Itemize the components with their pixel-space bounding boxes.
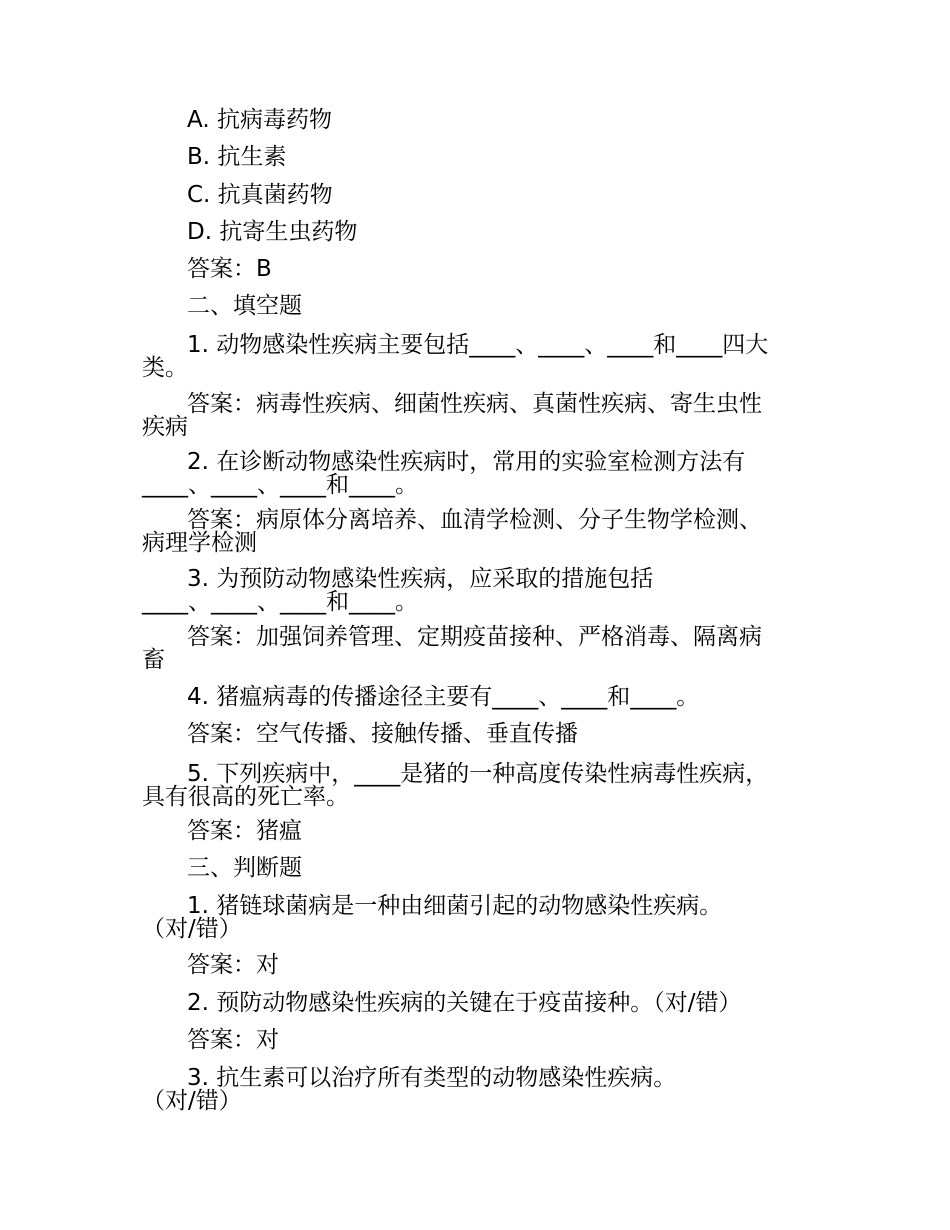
question-line-wrap: （对/错） bbox=[142, 1088, 242, 1114]
question-line: 3. 抗生素可以治疗所有类型的动物感染性疾病。 bbox=[187, 1065, 677, 1091]
question-line: 4. 猪瘟病毒的传播途径主要有____、____和____。 bbox=[187, 684, 700, 710]
question-line: 1. 猪链球菌病是一种由细菌引起的动物感染性疾病。 bbox=[187, 893, 723, 919]
answer-line: 答案：病原体分离培养、血清学检测、分子生物学检测、 bbox=[187, 507, 762, 533]
question-line: 5. 下列疾病中，____是猪的一种高度传染性病毒性疾病， bbox=[187, 761, 769, 787]
answer-line: 答案：加强饲养管理、定期疫苗接种、严格消毒、隔离病 bbox=[187, 624, 762, 650]
answer-line: 答案：空气传播、接触传播、垂直传播 bbox=[187, 721, 578, 747]
section-heading: 二、填空题 bbox=[187, 293, 302, 319]
section-heading: 三、判断题 bbox=[187, 855, 302, 881]
question-line: 1. 动物感染性疾病主要包括____、____、____和____四大 bbox=[187, 332, 769, 358]
question-line-wrap: 类。 bbox=[142, 355, 188, 381]
answer-line: 答案：B bbox=[187, 256, 272, 282]
option-a: A. 抗病毒药物 bbox=[187, 107, 332, 133]
answer-line-wrap: 病理学检测 bbox=[142, 530, 257, 556]
option-c: C. 抗真菌药物 bbox=[187, 182, 333, 208]
answer-line: 答案：对 bbox=[187, 952, 279, 978]
question-line-wrap: （对/错） bbox=[142, 916, 242, 942]
option-b: B. 抗生素 bbox=[187, 144, 287, 170]
answer-line: 答案：对 bbox=[187, 1027, 279, 1053]
question-line-wrap: ____、____、____和____。 bbox=[142, 589, 418, 615]
option-d: D. 抗寄生虫药物 bbox=[187, 219, 358, 245]
question-line: 2. 预防动物感染性疾病的关键在于疫苗接种。（对/错） bbox=[187, 990, 742, 1016]
question-line: 2. 在诊断动物感染性疾病时，常用的实验室检测方法有 bbox=[187, 449, 746, 475]
question-line-wrap: ____、____、____和____。 bbox=[142, 472, 418, 498]
answer-line: 答案：猪瘟 bbox=[187, 818, 302, 844]
answer-line-wrap: 畜 bbox=[142, 647, 165, 673]
question-line-wrap: 具有很高的死亡率。 bbox=[142, 784, 349, 810]
answer-line: 答案：病毒性疾病、细菌性疾病、真菌性疾病、寄生虫性 bbox=[187, 391, 762, 417]
answer-line-wrap: 疾病 bbox=[142, 414, 188, 440]
question-line: 3. 为预防动物感染性疾病，应采取的措施包括 bbox=[187, 566, 654, 592]
